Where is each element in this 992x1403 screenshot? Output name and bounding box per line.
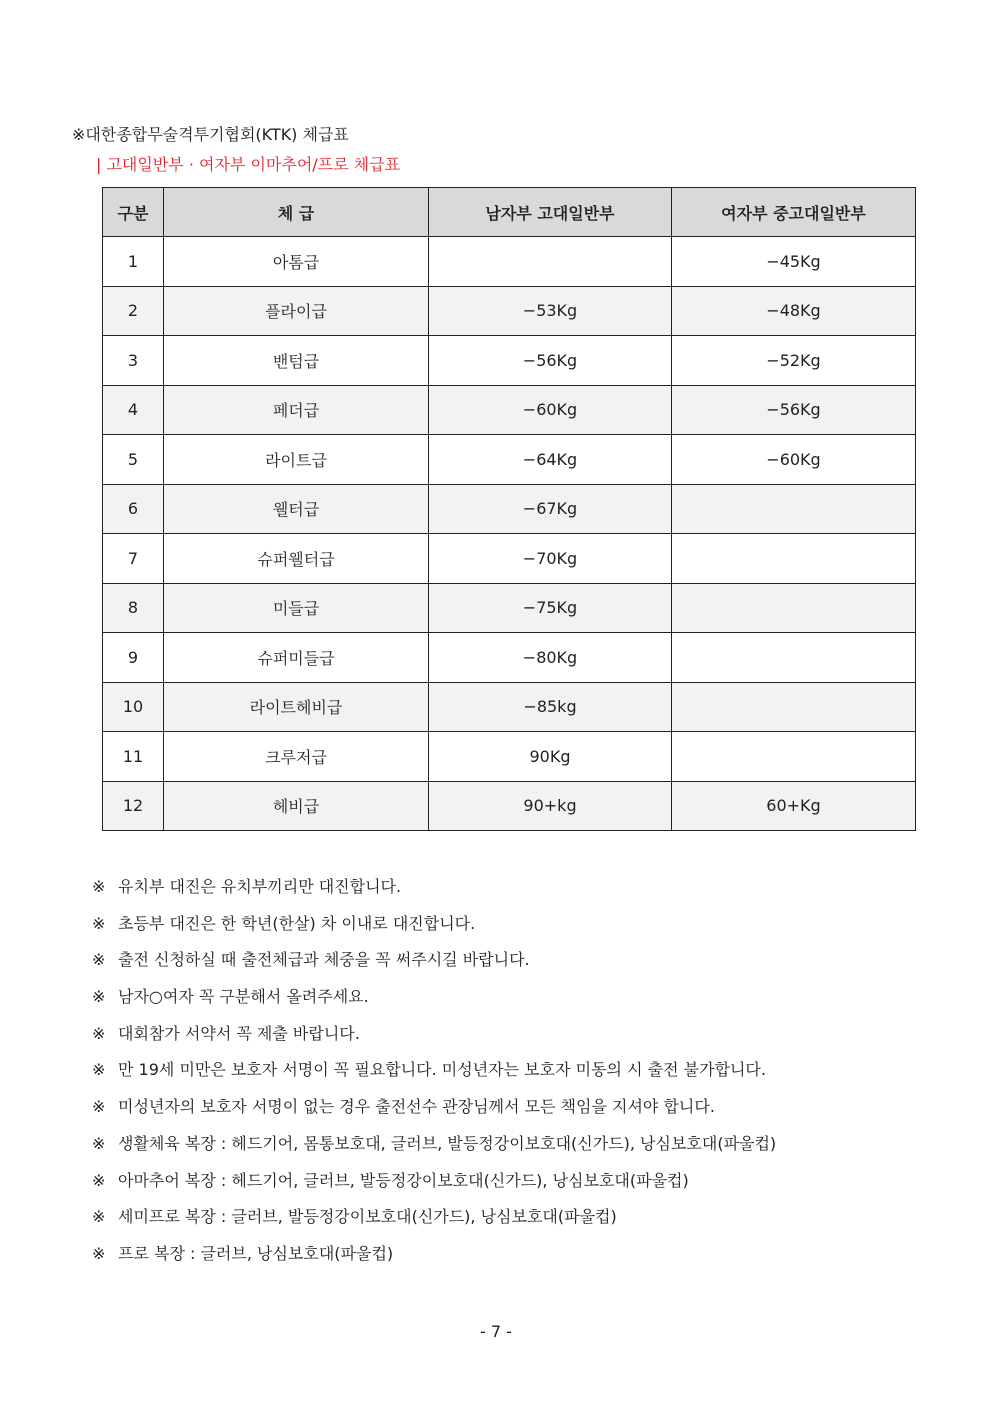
weight-class-name: 미들급 xyxy=(164,583,429,633)
women-weight-limit xyxy=(672,484,916,534)
weight-class-name: 라이트급 xyxy=(164,435,429,485)
note-item xyxy=(92,1129,776,1166)
note-text: 프로 복장 : 글러브, 낭심보호대(파울컵) xyxy=(118,1243,394,1263)
women-weight-limit: −45Kg xyxy=(672,237,916,287)
reference-mark: ※ xyxy=(92,877,106,896)
men-weight-limit: −67Kg xyxy=(429,484,672,534)
note-text: 만 19세 미만은 보호자 서명이 꼭 필요합니다. 미성년자는 보호자 미동의 시 출전 불가합니다. xyxy=(118,1060,766,1080)
note-item xyxy=(92,1019,776,1056)
women-weight-limit: −56Kg xyxy=(672,385,916,435)
reference-mark: ※ xyxy=(92,1097,106,1117)
reference-mark: ※ xyxy=(92,913,106,933)
men-weight-limit: −56Kg xyxy=(429,336,672,386)
reference-mark: ※ xyxy=(92,987,106,1007)
women-weight-limit: 60+Kg xyxy=(672,781,916,831)
note-text: 초등부 대진은 한 학년(한살) 차 이내로 대진합니다. xyxy=(118,913,476,933)
note-text: 미성년자의 보호자 서명이 없는 경우 출전선수 관장님께서 모든 책임을 지셔야 합니다. xyxy=(118,1097,715,1117)
page-number: - 7 - xyxy=(480,1322,512,1341)
table-row xyxy=(103,534,916,584)
row-number: 6 xyxy=(103,484,164,534)
table-row xyxy=(103,633,916,683)
women-weight-limit xyxy=(672,633,916,683)
women-weight-limit xyxy=(672,583,916,633)
note-text: 아마추어 복장 : 헤드기어, 글러브, 발등정강이보호대(신가드), 낭심보호대(파울컵) xyxy=(118,1170,689,1190)
header-weight-class: 체 급 xyxy=(164,188,429,237)
note-text: 유치부 대진은 유치부끼리만 대진합니다. xyxy=(118,877,402,896)
reference-mark: ※ xyxy=(92,1170,106,1190)
men-weight-limit: −80Kg xyxy=(429,633,672,683)
note-text: 대회참가 서약서 꼭 제출 바랍니다. xyxy=(118,1023,360,1043)
weight-class-name: 아톰급 xyxy=(164,237,429,287)
note-item xyxy=(92,1166,776,1203)
note-item xyxy=(92,909,776,946)
row-number: 12 xyxy=(103,781,164,831)
row-number: 11 xyxy=(103,732,164,782)
men-weight-limit: −75Kg xyxy=(429,583,672,633)
row-number: 9 xyxy=(103,633,164,683)
table-row xyxy=(103,781,916,831)
header-number: 구분 xyxy=(103,188,164,237)
note-item xyxy=(92,1055,776,1092)
women-weight-limit xyxy=(672,732,916,782)
women-weight-limit: −60Kg xyxy=(672,435,916,485)
reference-mark: ※ xyxy=(92,1243,106,1263)
header-women-division: 여자부 중고대일반부 xyxy=(672,188,916,237)
table-row xyxy=(103,682,916,732)
women-weight-limit xyxy=(672,682,916,732)
page-title: ※대한종합무술격투기협회(KTK) 체급표 xyxy=(72,125,349,144)
table-row xyxy=(103,732,916,782)
men-weight-limit: −53Kg xyxy=(429,286,672,336)
note-item xyxy=(92,1092,776,1129)
weight-class-name: 밴텀급 xyxy=(164,336,429,386)
reference-mark: ※ xyxy=(92,950,106,970)
women-weight-limit: −52Kg xyxy=(672,336,916,386)
men-weight-limit: 90Kg xyxy=(429,732,672,782)
table-row xyxy=(103,237,916,287)
weight-class-name: 라이트헤비급 xyxy=(164,682,429,732)
row-number: 1 xyxy=(103,237,164,287)
row-number: 2 xyxy=(103,286,164,336)
note-item xyxy=(92,872,776,909)
note-item xyxy=(92,1239,776,1276)
table-subtitle: | 고대일반부 · 여자부 이마추어/프로 체급표 xyxy=(96,155,401,174)
notes-list xyxy=(92,872,776,1276)
men-weight-limit: 90+kg xyxy=(429,781,672,831)
men-weight-limit: −60Kg xyxy=(429,385,672,435)
row-number: 8 xyxy=(103,583,164,633)
reference-mark: ※ xyxy=(92,1023,106,1043)
table-row xyxy=(103,484,916,534)
row-number: 10 xyxy=(103,682,164,732)
note-text: 출전 신청하실 때 출전체급과 체중을 꼭 써주시길 바랍니다. xyxy=(118,950,530,970)
weight-class-table xyxy=(102,187,916,831)
row-number: 5 xyxy=(103,435,164,485)
header-men-division: 남자부 고대일반부 xyxy=(429,188,672,237)
note-item xyxy=(92,945,776,982)
weight-class-name: 크루저급 xyxy=(164,732,429,782)
women-weight-limit: −48Kg xyxy=(672,286,916,336)
note-item xyxy=(92,1202,776,1239)
weight-class-name: 웰터급 xyxy=(164,484,429,534)
note-text: 생활체육 복장 : 헤드기어, 몸통보호대, 글러브, 발등정강이보호대(신가드), 낭심보호대(파울컵) xyxy=(118,1133,777,1153)
men-weight-limit: −64Kg xyxy=(429,435,672,485)
table-header-row xyxy=(103,188,916,237)
table-row xyxy=(103,435,916,485)
table-row xyxy=(103,583,916,633)
table-row xyxy=(103,286,916,336)
reference-mark: ※ xyxy=(92,1060,106,1080)
row-number: 7 xyxy=(103,534,164,584)
note-text: 세미프로 복장 : 글러브, 발등정강이보호대(신가드), 낭심보호대(파울컵) xyxy=(118,1207,617,1227)
table-row xyxy=(103,336,916,386)
weight-class-name: 슈퍼미들급 xyxy=(164,633,429,683)
weight-class-name: 플라이급 xyxy=(164,286,429,336)
reference-mark: ※ xyxy=(92,1207,106,1227)
table-row xyxy=(103,385,916,435)
note-item xyxy=(92,982,776,1019)
row-number: 3 xyxy=(103,336,164,386)
weight-class-name: 슈퍼웰터급 xyxy=(164,534,429,584)
men-weight-limit: −85kg xyxy=(429,682,672,732)
weight-class-name: 헤비급 xyxy=(164,781,429,831)
reference-mark: ※ xyxy=(92,1133,106,1153)
note-text: 남자○여자 꼭 구분해서 올려주세요. xyxy=(118,987,369,1007)
row-number: 4 xyxy=(103,385,164,435)
women-weight-limit xyxy=(672,534,916,584)
men-weight-limit: −70Kg xyxy=(429,534,672,584)
weight-class-name: 페더급 xyxy=(164,385,429,435)
men-weight-limit xyxy=(429,237,672,287)
